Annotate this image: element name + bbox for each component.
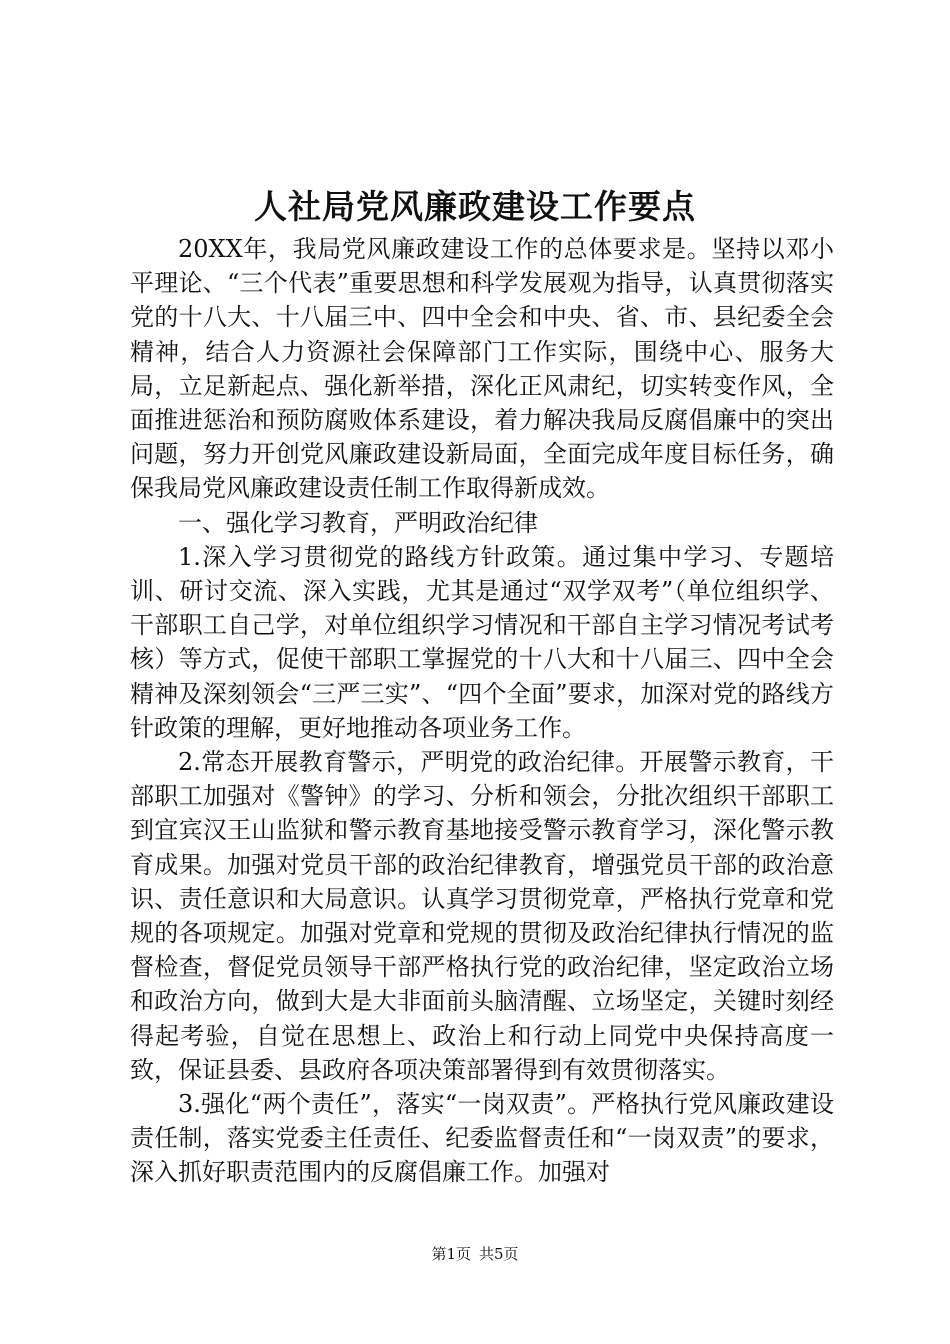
page-number-total: 共5页 [479,1245,519,1263]
paragraph-item-1: 1.深入学习贯彻党的路线方针政策。通过集中学习、专题培训、研讨交流、深入实践，尤其是通过“双学双考”（单位组织学、干部职工自己学，对单位组织学习情况和干部自主学习情况考试考核）等方式，促使干部职工掌握党的十八大和十八届三、四中全会精神及深刻领会“三严三实”、“四个全面”要求，加深对党的路线方针政策的理解，更好地推动各项业务工作。 [130,542,834,742]
page-number-current: 第1页 [431,1245,471,1263]
page-footer [0,1244,950,1264]
document-title: 人社局党风廉政建设工作要点 [254,187,696,226]
section-heading-1: 一、强化学习教育，严明政治纪律 [178,508,538,537]
paragraph-intro: 20XX年，我局党风廉政建设工作的总体要求是。坚持以邓小平理论、“三个代表”重要思想和科学发展观为指导，认真贯彻落实党的十八大、十八届三中、四中全会和中央、省、市、县纪委全会精神，结合人力资源社会保障部门工作实际，围绕中心、服务大局，立足新起点、强化新举措，深化正风肃纪，切实转变作风，全面推进惩治和预防腐败体系建设，着力解决我局反腐倡廉中的突出问题，努力开创党风廉政建设新局面，全面完成年度目标任务，确保我局党风廉政建设责任制工作取得新成效。 [130,235,834,503]
document-body [130,232,834,1190]
paragraph-item-3: 3.强化“两个责任”，落实“一岗双责”。严格执行党风廉政建设责任制，落实党委主任责任、纪委监督责任和“一岗双责”的要求，深入抓好职责范围内的反腐倡廉工作。加强对 [130,1090,834,1187]
paragraph-item-2: 2.常态开展教育警示，严明党的政治纪律。开展警示教育，干部职工加强对《警钟》的学习、分析和领会，分批次组织干部职工到宜宾汉王山监狱和警示教育基地接受警示教育学习，深化警示教育成果。加强对党员干部的政治纪律教育，增强党员干部的政治意识、责任意识和大局意识。认真学习贯彻党章，严格执行党章和党规的各项规定。加强对党章和党规的贯彻及政治纪律执行情况的监督检查，督促党员领导干部严格执行党的政治纪律，坚定政治立场和政治方向，做到大是大非面前头脑清醒、立场坚定，关键时刻经得起考验，自觉在思想上、政治上和行动上同党中央保持高度一致，保证县委、县政府各项决策部署得到有效贯彻落实。 [130,748,834,1084]
